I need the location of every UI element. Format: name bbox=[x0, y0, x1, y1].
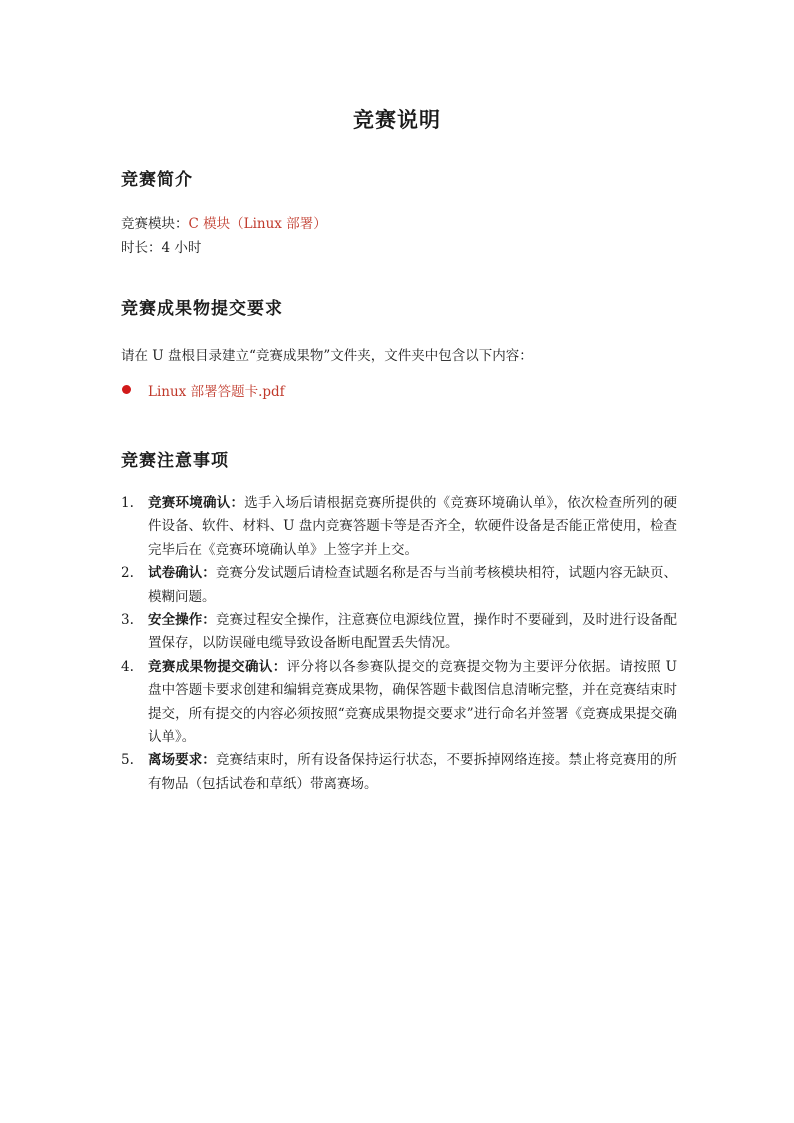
intro-heading: 竞赛简介 bbox=[121, 170, 193, 190]
note-text: 竞赛结束时，所有设备保持运行状态，不要拆掉网络连接。禁止将竞赛用的所有物品（包括试卷和草纸）带离赛场。 bbox=[148, 752, 678, 792]
submission-heading: 竞赛成果物提交要求 bbox=[121, 299, 283, 319]
note-text: 竞赛分发试题后请检查试题名称是否与当前考核模块相符，试题内容无缺页、模糊问题。 bbox=[148, 565, 678, 605]
note-number: 1. bbox=[121, 495, 134, 511]
module-line bbox=[121, 212, 327, 232]
bullet-icon bbox=[122, 385, 131, 394]
submission-description: 请在 U 盘根目录建立“竞赛成果物”文件夹，文件夹中包含以下内容： bbox=[121, 348, 533, 364]
note-number: 2. bbox=[121, 565, 134, 582]
note-number: 4. bbox=[121, 658, 134, 675]
notes-list bbox=[121, 492, 677, 796]
note-item bbox=[121, 609, 677, 656]
submission-item: Linux 部署答题卡.pdf bbox=[148, 384, 285, 400]
note-text: 竞赛过程安全操作，注意赛位电源线位置，操作时不要碰到，及时进行设备配置保存，以防误碰电缆导致设备断电配置丢失情况。 bbox=[148, 612, 678, 652]
note-number: 5. bbox=[121, 752, 134, 769]
note-item bbox=[121, 656, 677, 750]
module-value: C 模块（Linux 部署） bbox=[188, 216, 327, 232]
page-title: 竞赛说明 bbox=[353, 107, 441, 132]
note-label: 安全操作： bbox=[148, 612, 216, 629]
duration-line: 时长：4 小时 bbox=[121, 240, 202, 256]
note-label: 离场要求： bbox=[148, 752, 216, 769]
module-label: 竞赛模块： bbox=[121, 216, 189, 232]
note-number: 3. bbox=[121, 612, 134, 629]
note-label: 试卷确认： bbox=[148, 565, 216, 582]
note-text: 评分将以各参赛队提交的竞赛提交物为主要评分依据。请按照 U 盘中答题卡要求创建和编辑竞赛成果物，确保答题卡截图信息清晰完整，并在竞赛结束时提交，所有提交的内容必须按照“竞赛成果物提交要求”进行命名并签署《竞赛成果提交确认单》。 bbox=[148, 658, 677, 746]
notes-heading: 竞赛注意事项 bbox=[121, 451, 229, 471]
note-label: 竞赛成果物提交确认： bbox=[148, 658, 287, 675]
note-item bbox=[121, 749, 677, 796]
note-item bbox=[121, 492, 677, 562]
note-item bbox=[121, 562, 677, 609]
note-text: 选手入场后请根据竞赛所提供的《竞赛环境确认单》，依次检查所列的硬件设备、软件、材料、U 盘内竞赛答题卡等是否齐全，软硬件设备是否能正常使用，检查完毕后在《竞赛环境确认单》上签字并上交。 bbox=[148, 495, 678, 558]
note-label: 竞赛环境确认： bbox=[148, 495, 245, 511]
